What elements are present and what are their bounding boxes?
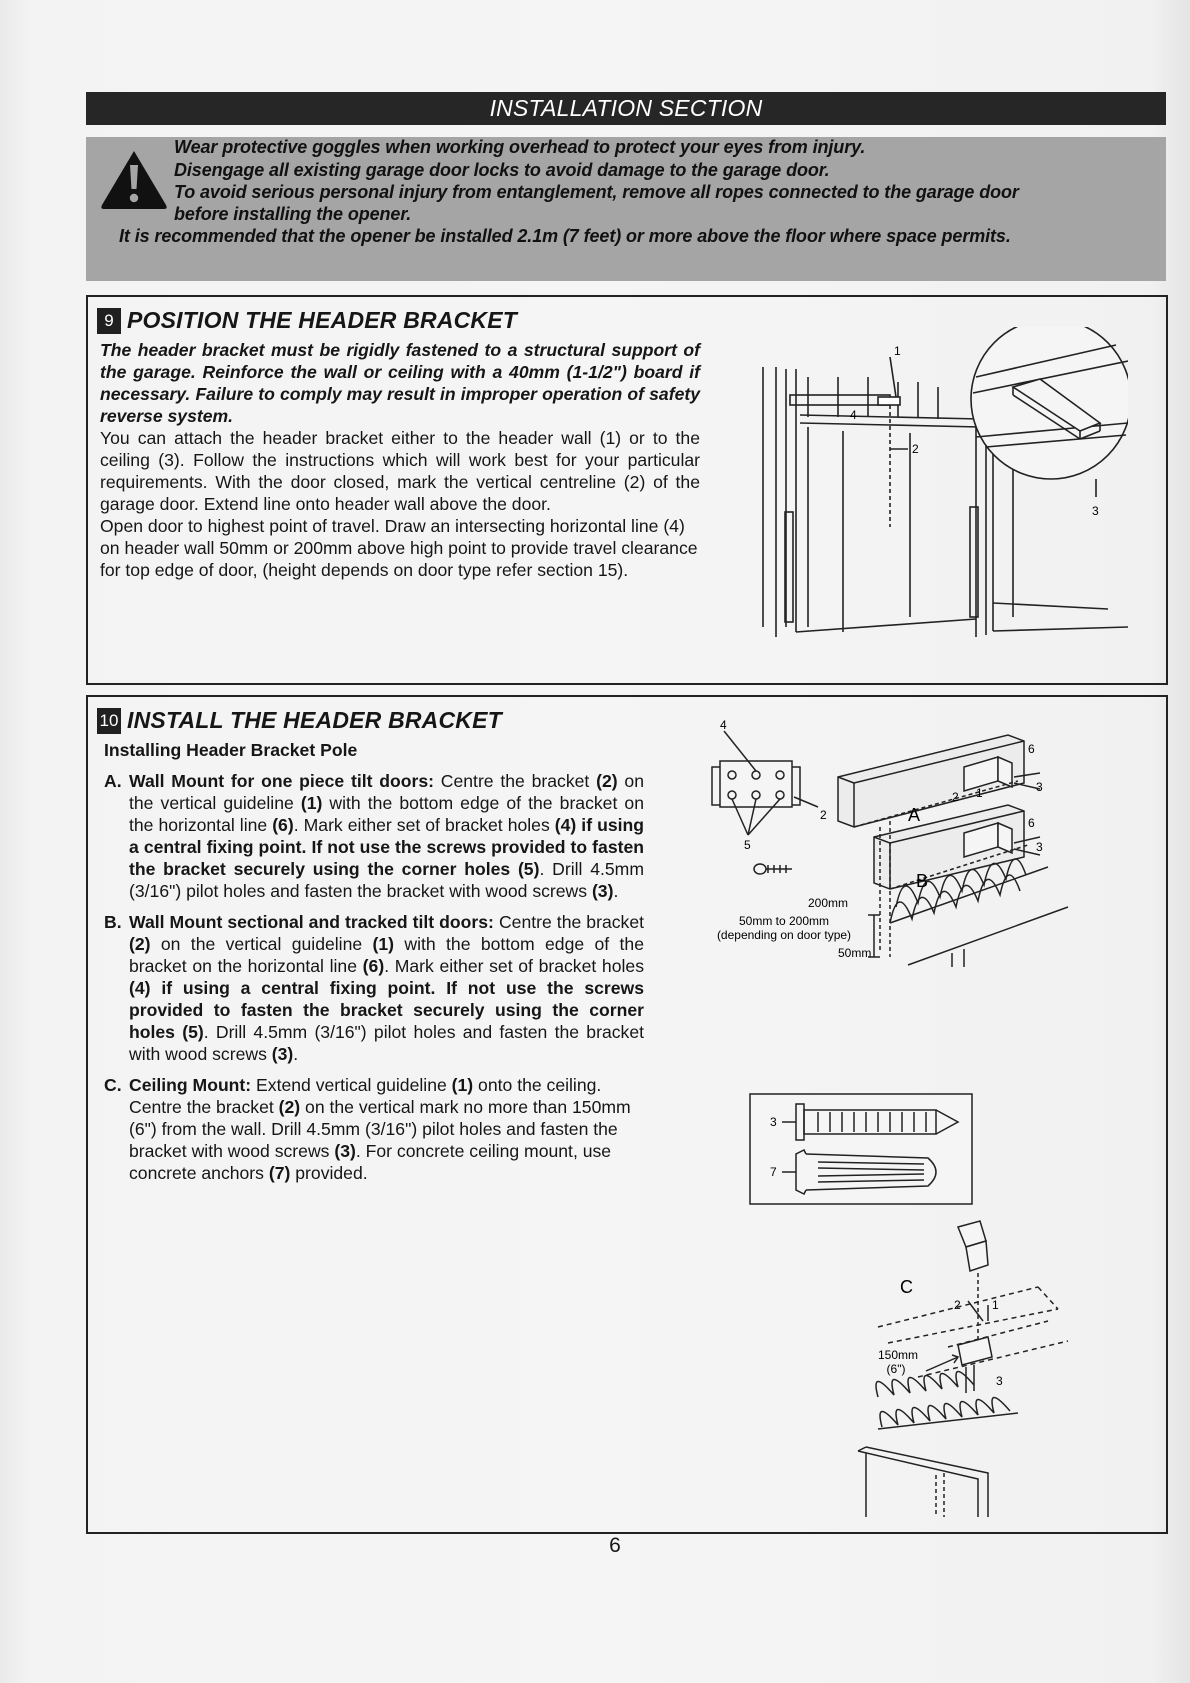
section-9-text [100, 339, 700, 581]
item-text: on the vertical guideline [150, 934, 373, 954]
item-heading: Ceiling Mount: [129, 1075, 252, 1095]
section-9-number: 9 [97, 308, 121, 334]
ceiling-mount-bracket-diagram [808, 1217, 1108, 1527]
label-guideline-1: 1 [976, 786, 983, 800]
warning-line-locks: Disengage all existing garage door locks to avoid damage to the garage door. [174, 160, 830, 180]
item-ref: (3) [271, 1044, 294, 1064]
warning-triangle-icon [98, 145, 170, 213]
section-header-bar [86, 92, 1166, 125]
item-ref: (1) [300, 793, 323, 813]
label-screw-3b: 3 [1036, 840, 1043, 854]
item-letter: B. [104, 912, 122, 932]
label-depending-door-type: (depending on door type) [716, 928, 852, 942]
item-text: with the bottom edge of the bracket on the horizontal line [129, 934, 644, 976]
item-letter: A. [104, 771, 122, 791]
item-text: on the vertical guideline [129, 771, 645, 813]
label-mount-c: C [900, 1277, 913, 1297]
wall-mount-bracket-diagram [668, 717, 1148, 1007]
item-ref: (3) [591, 881, 614, 901]
label-anchor-7: 7 [770, 1165, 777, 1179]
instruction-item-wall-mount-one-piece [104, 770, 644, 902]
label-line-6b: 6 [1028, 816, 1035, 830]
item-ref: (2) [596, 771, 618, 791]
item-text: . [613, 881, 619, 901]
warning-line-ropes-cont: before installing the opener. [174, 204, 412, 224]
item-ref: (7) [268, 1163, 291, 1183]
item-letter: C. [104, 1075, 122, 1095]
item-heading: Wall Mount for one piece tilt doors: [129, 771, 434, 791]
item-text: Extend vertical guideline [251, 1075, 452, 1095]
instruction-item-wall-mount-sectional [104, 911, 644, 1065]
item-text: on the vertical mark no more than 150mm (6") from the wall. Drill 4.5mm (3/16") pilot holes and fasten the bracket with wood screws [129, 1097, 631, 1161]
item-text: provided. [290, 1163, 368, 1183]
item-text: . For concrete ceiling mount, use concrete anchors [129, 1141, 612, 1183]
section-9-paragraph-2: Open door to highest point of travel. Draw an intersecting horizontal line (4) on header wall 50mm or 200mm above high point to provide travel clearance for top edge of door, (height depends on door type refer section 15). [100, 516, 698, 580]
label-bracket-2b: 2 [952, 790, 959, 804]
item-ref: (6) [362, 956, 385, 976]
item-text: . Drill 4.5mm (3/16") pilot holes and fasten the bracket with wood screws [129, 1022, 644, 1064]
warning-line-ropes: To avoid serious personal injury from entanglement, remove all ropes connected to the garage door [174, 182, 1019, 202]
label-bracket-2c: 2 [954, 1298, 961, 1312]
label-screw-3c: 3 [770, 1115, 777, 1129]
label-150mm: 150mm [877, 1348, 918, 1362]
label-bracket-2: 2 [820, 808, 827, 822]
item-ref: (2) [278, 1097, 301, 1117]
section-header-title: INSTALLATION SECTION [489, 95, 763, 121]
section-10-number: 10 [97, 708, 121, 734]
item-text: Centre the bracket [493, 912, 644, 932]
section-9-title: POSITION THE HEADER BRACKET [127, 307, 518, 333]
section-9-heading [97, 307, 517, 334]
garage-header-wall-diagram [668, 327, 1128, 647]
section-install-header-bracket [86, 695, 1168, 1534]
warning-line-goggles: Wear protective goggles when working overhead to protect your eyes from injury. [174, 137, 866, 157]
wood-screw-and-anchor-diagram [748, 1092, 978, 1207]
label-50-to-200mm: 50mm to 200mm [738, 914, 830, 928]
item-text: . Mark either set of bracket holes [384, 956, 644, 976]
section-10-subtitle: Installing Header Bracket Pole [104, 740, 358, 760]
label-50mm: 50mm [838, 946, 872, 960]
label-corner-holes-5: 5 [744, 838, 751, 852]
section-9-paragraph-1: You can attach the header bracket either to the header wall (1) or to the ceiling (3). Follow the instructions which will work best for your particular requirements. With the door closed, mark the vertical centreline (2) of the garage door. Extend line onto header wall above the door. [100, 428, 700, 514]
item-ref: (2) [129, 934, 151, 954]
item-text: onto the ceiling. Centre the bracket [129, 1075, 602, 1117]
page-number: 6 [609, 1534, 621, 1557]
label-mount-b: B [916, 871, 929, 891]
figure-label-1: 1 [894, 344, 901, 358]
label-200mm: 200mm [808, 896, 849, 910]
item-text: Centre the bracket [433, 771, 597, 791]
label-screw-3a: 3 [1036, 780, 1043, 794]
item-ref: (1) [372, 934, 395, 954]
warning-line-height: It is recommended that the opener be installed 2.1m (7 feet) or more above the floor where space permits. [119, 226, 1011, 246]
section-10-title: INSTALL THE HEADER BRACKET [127, 707, 502, 733]
label-line-6a: 6 [1028, 742, 1035, 756]
item-ref: (4) if using a central fixing point. If not use the screws provided to fasten the bracket securely using the corner holes (5) [129, 978, 644, 1042]
figure-label-4: 4 [850, 408, 857, 422]
item-ref: (1) [451, 1075, 474, 1095]
section-position-header-bracket [86, 295, 1168, 685]
safety-warning-box [86, 137, 1166, 281]
item-ref: (6) [272, 815, 294, 835]
figure-label-3: 3 [1092, 504, 1099, 518]
label-mount-a: A [908, 805, 921, 825]
label-holes-4: 4 [720, 718, 727, 732]
label-screw-3d: 3 [996, 1374, 1003, 1388]
figure-label-2: 2 [912, 442, 919, 456]
item-text: . [293, 1044, 299, 1064]
item-text: . Drill 4.5mm (3/16") pilot holes and fasten the bracket with wood screws [129, 859, 644, 901]
item-ref: (4) if using a central fixing point. If not use the screws provided to fasten the bracket securely using the corner holes (5) [129, 815, 644, 879]
item-heading: Wall Mount sectional and tracked tilt doors: [129, 912, 494, 932]
item-text: . Mark either set of bracket holes [293, 815, 555, 835]
label-6-inches: (6") [886, 1362, 906, 1376]
instruction-item-ceiling-mount [104, 1074, 644, 1184]
item-ref: (3) [334, 1141, 356, 1161]
label-guideline-1c: 1 [992, 1298, 999, 1312]
section-10-heading [97, 707, 502, 734]
section-9-warning-text: The header bracket must be rigidly fastened to a structural support of the garage. Reinforce the wall or ceiling with a 40mm (1-1/2") board if necessary. Failure to comply may result in improper operation of safety reverse system. [100, 340, 700, 426]
item-text: with the bottom edge of the bracket on the horizontal line [129, 793, 644, 835]
section-10-text [104, 739, 644, 1193]
